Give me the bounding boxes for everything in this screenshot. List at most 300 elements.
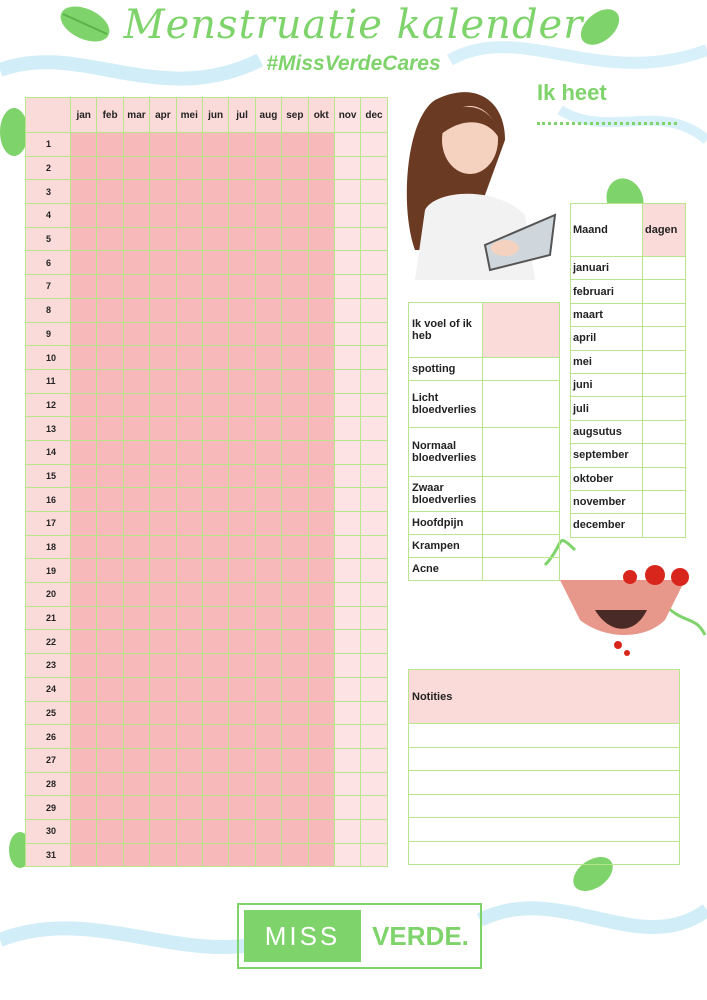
calendar-day-cell[interactable]: [361, 725, 387, 749]
month-days-entry[interactable]: [643, 514, 686, 537]
calendar-day-cell[interactable]: [176, 796, 202, 820]
calendar-day-cell[interactable]: [150, 606, 176, 630]
calendar-day-cell[interactable]: [282, 772, 308, 796]
calendar-day-cell[interactable]: [71, 488, 97, 512]
calendar-day-cell[interactable]: [123, 204, 149, 228]
calendar-day-cell[interactable]: [150, 156, 176, 180]
symptom-entry[interactable]: [483, 358, 560, 381]
calendar-day-cell[interactable]: [282, 204, 308, 228]
calendar-day-cell[interactable]: [176, 156, 202, 180]
calendar-day-cell[interactable]: [202, 512, 228, 536]
calendar-day-cell[interactable]: [176, 630, 202, 654]
month-days-entry[interactable]: [643, 280, 686, 303]
calendar-day-cell[interactable]: [334, 559, 360, 583]
calendar-day-cell[interactable]: [97, 393, 123, 417]
calendar-day-cell[interactable]: [308, 630, 334, 654]
calendar-day-cell[interactable]: [282, 346, 308, 370]
calendar-day-cell[interactable]: [123, 583, 149, 607]
calendar-day-cell[interactable]: [334, 227, 360, 251]
calendar-day-cell[interactable]: [229, 346, 255, 370]
calendar-day-cell[interactable]: [334, 748, 360, 772]
calendar-day-cell[interactable]: [123, 630, 149, 654]
calendar-day-cell[interactable]: [334, 843, 360, 867]
calendar-day-cell[interactable]: [282, 440, 308, 464]
notes-line-cell[interactable]: [409, 724, 680, 748]
calendar-day-cell[interactable]: [97, 748, 123, 772]
calendar-day-cell[interactable]: [229, 227, 255, 251]
calendar-day-cell[interactable]: [361, 654, 387, 678]
calendar-day-cell[interactable]: [308, 748, 334, 772]
calendar-day-cell[interactable]: [308, 322, 334, 346]
calendar-day-cell[interactable]: [334, 677, 360, 701]
calendar-day-cell[interactable]: [202, 701, 228, 725]
calendar-day-cell[interactable]: [334, 725, 360, 749]
calendar-day-cell[interactable]: [282, 583, 308, 607]
calendar-day-cell[interactable]: [229, 748, 255, 772]
calendar-day-cell[interactable]: [255, 393, 281, 417]
notes-line[interactable]: [409, 818, 680, 842]
calendar-day-cell[interactable]: [123, 488, 149, 512]
calendar-day-cell[interactable]: [123, 156, 149, 180]
calendar-day-cell[interactable]: [71, 677, 97, 701]
calendar-day-cell[interactable]: [308, 346, 334, 370]
calendar-day-cell[interactable]: [282, 725, 308, 749]
calendar-day-cell[interactable]: [229, 654, 255, 678]
calendar-day-cell[interactable]: [97, 583, 123, 607]
calendar-day-cell[interactable]: [176, 535, 202, 559]
notes-line-cell[interactable]: [409, 771, 680, 795]
calendar-day-cell[interactable]: [282, 275, 308, 299]
month-days-entry[interactable]: [643, 327, 686, 350]
calendar-day-cell[interactable]: [308, 369, 334, 393]
calendar-day-cell[interactable]: [334, 346, 360, 370]
calendar-day-cell[interactable]: [176, 464, 202, 488]
calendar-day-cell[interactable]: [97, 701, 123, 725]
calendar-day-cell[interactable]: [150, 251, 176, 275]
calendar-day-cell[interactable]: [123, 796, 149, 820]
calendar-day-cell[interactable]: [255, 606, 281, 630]
calendar-day-cell[interactable]: [202, 654, 228, 678]
calendar-day-cell[interactable]: [255, 275, 281, 299]
calendar-day-cell[interactable]: [255, 843, 281, 867]
calendar-day-cell[interactable]: [282, 156, 308, 180]
calendar-day-cell[interactable]: [334, 133, 360, 157]
calendar-day-cell[interactable]: [71, 701, 97, 725]
calendar-day-cell[interactable]: [334, 369, 360, 393]
calendar-day-cell[interactable]: [123, 535, 149, 559]
calendar-day-cell[interactable]: [176, 772, 202, 796]
calendar-day-cell[interactable]: [123, 133, 149, 157]
calendar-day-cell[interactable]: [202, 748, 228, 772]
calendar-day-cell[interactable]: [97, 512, 123, 536]
calendar-day-cell[interactable]: [255, 819, 281, 843]
calendar-day-cell[interactable]: [97, 796, 123, 820]
calendar-day-cell[interactable]: [97, 133, 123, 157]
calendar-day-cell[interactable]: [97, 606, 123, 630]
calendar-day-cell[interactable]: [123, 322, 149, 346]
calendar-day-cell[interactable]: [282, 488, 308, 512]
calendar-day-cell[interactable]: [176, 559, 202, 583]
calendar-day-cell[interactable]: [123, 417, 149, 441]
calendar-day-cell[interactable]: [229, 417, 255, 441]
calendar-day-cell[interactable]: [176, 512, 202, 536]
calendar-day-cell[interactable]: [282, 748, 308, 772]
calendar-day-cell[interactable]: [282, 180, 308, 204]
calendar-day-cell[interactable]: [308, 204, 334, 228]
calendar-day-cell[interactable]: [308, 677, 334, 701]
calendar-day-cell[interactable]: [361, 606, 387, 630]
calendar-day-cell[interactable]: [176, 346, 202, 370]
calendar-day-cell[interactable]: [71, 393, 97, 417]
calendar-day-cell[interactable]: [361, 298, 387, 322]
calendar-day-cell[interactable]: [176, 440, 202, 464]
calendar-day-cell[interactable]: [255, 251, 281, 275]
calendar-day-cell[interactable]: [229, 796, 255, 820]
calendar-day-cell[interactable]: [97, 535, 123, 559]
calendar-day-cell[interactable]: [229, 369, 255, 393]
calendar-day-cell[interactable]: [282, 559, 308, 583]
calendar-day-cell[interactable]: [282, 630, 308, 654]
calendar-day-cell[interactable]: [361, 701, 387, 725]
calendar-day-cell[interactable]: [71, 227, 97, 251]
calendar-day-cell[interactable]: [97, 819, 123, 843]
calendar-day-cell[interactable]: [308, 772, 334, 796]
calendar-day-cell[interactable]: [123, 843, 149, 867]
calendar-day-cell[interactable]: [334, 440, 360, 464]
calendar-day-cell[interactable]: [97, 559, 123, 583]
calendar-day-cell[interactable]: [308, 819, 334, 843]
calendar-day-cell[interactable]: [255, 583, 281, 607]
calendar-day-cell[interactable]: [282, 654, 308, 678]
calendar-day-cell[interactable]: [123, 701, 149, 725]
calendar-day-cell[interactable]: [229, 440, 255, 464]
calendar-day-cell[interactable]: [229, 535, 255, 559]
calendar-day-cell[interactable]: [282, 322, 308, 346]
calendar-day-cell[interactable]: [282, 535, 308, 559]
calendar-day-cell[interactable]: [334, 464, 360, 488]
calendar-day-cell[interactable]: [229, 512, 255, 536]
calendar-day-cell[interactable]: [308, 559, 334, 583]
month-days-entry[interactable]: [643, 257, 686, 280]
calendar-day-cell[interactable]: [308, 180, 334, 204]
calendar-day-cell[interactable]: [255, 369, 281, 393]
calendar-day-cell[interactable]: [150, 488, 176, 512]
calendar-day-cell[interactable]: [334, 204, 360, 228]
calendar-day-cell[interactable]: [202, 488, 228, 512]
calendar-day-cell[interactable]: [229, 677, 255, 701]
calendar-day-cell[interactable]: [308, 275, 334, 299]
calendar-day-cell[interactable]: [361, 346, 387, 370]
calendar-day-cell[interactable]: [334, 275, 360, 299]
calendar-day-cell[interactable]: [361, 535, 387, 559]
calendar-day-cell[interactable]: [123, 251, 149, 275]
calendar-day-cell[interactable]: [150, 322, 176, 346]
calendar-day-cell[interactable]: [123, 606, 149, 630]
calendar-day-cell[interactable]: [71, 583, 97, 607]
calendar-day-cell[interactable]: [202, 464, 228, 488]
calendar-day-cell[interactable]: [202, 322, 228, 346]
calendar-day-cell[interactable]: [97, 204, 123, 228]
calendar-day-cell[interactable]: [176, 417, 202, 441]
calendar-day-cell[interactable]: [282, 393, 308, 417]
calendar-day-cell[interactable]: [123, 677, 149, 701]
calendar-day-cell[interactable]: [334, 512, 360, 536]
calendar-day-cell[interactable]: [334, 819, 360, 843]
calendar-day-cell[interactable]: [176, 275, 202, 299]
calendar-day-cell[interactable]: [308, 156, 334, 180]
calendar-day-cell[interactable]: [282, 796, 308, 820]
calendar-day-cell[interactable]: [255, 748, 281, 772]
month-days-entry[interactable]: [643, 373, 686, 396]
calendar-day-cell[interactable]: [71, 796, 97, 820]
notes-line-cell[interactable]: [409, 818, 680, 842]
calendar-day-cell[interactable]: [71, 654, 97, 678]
calendar-day-cell[interactable]: [150, 227, 176, 251]
calendar-day-cell[interactable]: [176, 298, 202, 322]
calendar-day-cell[interactable]: [308, 535, 334, 559]
calendar-day-cell[interactable]: [202, 251, 228, 275]
calendar-day-cell[interactable]: [334, 322, 360, 346]
calendar-day-cell[interactable]: [255, 488, 281, 512]
calendar-day-cell[interactable]: [176, 322, 202, 346]
calendar-day-cell[interactable]: [123, 298, 149, 322]
calendar-day-cell[interactable]: [255, 322, 281, 346]
calendar-day-cell[interactable]: [71, 606, 97, 630]
calendar-day-cell[interactable]: [308, 606, 334, 630]
calendar-day-cell[interactable]: [123, 393, 149, 417]
calendar-day-cell[interactable]: [229, 725, 255, 749]
calendar-day-cell[interactable]: [282, 369, 308, 393]
calendar-day-cell[interactable]: [202, 346, 228, 370]
calendar-day-cell[interactable]: [361, 417, 387, 441]
calendar-day-cell[interactable]: [229, 393, 255, 417]
calendar-day-cell[interactable]: [308, 796, 334, 820]
calendar-day-cell[interactable]: [176, 606, 202, 630]
calendar-day-cell[interactable]: [150, 535, 176, 559]
symptom-entry[interactable]: [483, 535, 560, 558]
calendar-day-cell[interactable]: [176, 583, 202, 607]
calendar-day-cell[interactable]: [361, 772, 387, 796]
calendar-day-cell[interactable]: [255, 227, 281, 251]
calendar-day-cell[interactable]: [97, 251, 123, 275]
calendar-day-cell[interactable]: [202, 275, 228, 299]
calendar-day-cell[interactable]: [361, 630, 387, 654]
calendar-day-cell[interactable]: [176, 251, 202, 275]
calendar-day-cell[interactable]: [71, 748, 97, 772]
calendar-day-cell[interactable]: [361, 180, 387, 204]
calendar-day-cell[interactable]: [202, 606, 228, 630]
calendar-day-cell[interactable]: [97, 227, 123, 251]
calendar-day-cell[interactable]: [123, 346, 149, 370]
calendar-day-cell[interactable]: [361, 677, 387, 701]
calendar-day-cell[interactable]: [71, 440, 97, 464]
calendar-day-cell[interactable]: [361, 464, 387, 488]
calendar-day-cell[interactable]: [308, 417, 334, 441]
calendar-day-cell[interactable]: [308, 654, 334, 678]
calendar-day-cell[interactable]: [255, 535, 281, 559]
calendar-day-cell[interactable]: [150, 819, 176, 843]
calendar-day-cell[interactable]: [282, 464, 308, 488]
calendar-day-cell[interactable]: [361, 843, 387, 867]
calendar-day-cell[interactable]: [97, 369, 123, 393]
calendar-day-cell[interactable]: [361, 393, 387, 417]
calendar-day-cell[interactable]: [361, 796, 387, 820]
calendar-day-cell[interactable]: [361, 583, 387, 607]
symptom-entry[interactable]: [483, 428, 560, 477]
notes-line[interactable]: [409, 771, 680, 795]
calendar-day-cell[interactable]: [334, 298, 360, 322]
calendar-day-cell[interactable]: [97, 772, 123, 796]
calendar-day-cell[interactable]: [282, 843, 308, 867]
calendar-day-cell[interactable]: [71, 725, 97, 749]
calendar-day-cell[interactable]: [97, 488, 123, 512]
notes-line-cell[interactable]: [409, 841, 680, 865]
calendar-day-cell[interactable]: [123, 725, 149, 749]
calendar-day-cell[interactable]: [308, 133, 334, 157]
calendar-day-cell[interactable]: [255, 346, 281, 370]
calendar-day-cell[interactable]: [97, 440, 123, 464]
calendar-day-cell[interactable]: [176, 393, 202, 417]
calendar-day-cell[interactable]: [97, 346, 123, 370]
calendar-day-cell[interactable]: [150, 772, 176, 796]
calendar-day-cell[interactable]: [202, 369, 228, 393]
calendar-day-cell[interactable]: [123, 559, 149, 583]
calendar-day-cell[interactable]: [176, 227, 202, 251]
calendar-day-cell[interactable]: [229, 251, 255, 275]
calendar-day-cell[interactable]: [97, 725, 123, 749]
calendar-day-cell[interactable]: [202, 843, 228, 867]
calendar-day-cell[interactable]: [97, 298, 123, 322]
calendar-day-cell[interactable]: [97, 180, 123, 204]
calendar-day-cell[interactable]: [71, 630, 97, 654]
calendar-day-cell[interactable]: [255, 440, 281, 464]
symptom-entry[interactable]: [483, 558, 560, 581]
calendar-day-cell[interactable]: [176, 843, 202, 867]
calendar-day-cell[interactable]: [176, 369, 202, 393]
calendar-day-cell[interactable]: [361, 156, 387, 180]
month-days-entry[interactable]: [643, 444, 686, 467]
symptom-entry[interactable]: [483, 381, 560, 428]
symptom-entry[interactable]: [483, 512, 560, 535]
calendar-day-cell[interactable]: [71, 535, 97, 559]
calendar-day-cell[interactable]: [255, 654, 281, 678]
calendar-day-cell[interactable]: [229, 298, 255, 322]
calendar-day-cell[interactable]: [176, 133, 202, 157]
calendar-day-cell[interactable]: [229, 630, 255, 654]
calendar-day-cell[interactable]: [229, 583, 255, 607]
calendar-day-cell[interactable]: [123, 748, 149, 772]
calendar-day-cell[interactable]: [229, 204, 255, 228]
calendar-day-cell[interactable]: [334, 156, 360, 180]
calendar-day-cell[interactable]: [150, 346, 176, 370]
calendar-day-cell[interactable]: [150, 275, 176, 299]
calendar-day-cell[interactable]: [71, 180, 97, 204]
calendar-day-cell[interactable]: [361, 559, 387, 583]
calendar-day-cell[interactable]: [282, 819, 308, 843]
calendar-day-cell[interactable]: [123, 369, 149, 393]
calendar-day-cell[interactable]: [123, 180, 149, 204]
calendar-day-cell[interactable]: [97, 677, 123, 701]
calendar-day-cell[interactable]: [255, 725, 281, 749]
calendar-day-cell[interactable]: [71, 275, 97, 299]
calendar-day-cell[interactable]: [255, 772, 281, 796]
calendar-day-cell[interactable]: [361, 133, 387, 157]
calendar-day-cell[interactable]: [71, 559, 97, 583]
calendar-day-cell[interactable]: [97, 843, 123, 867]
calendar-day-cell[interactable]: [71, 251, 97, 275]
calendar-day-cell[interactable]: [150, 630, 176, 654]
notes-line-cell[interactable]: [409, 747, 680, 771]
calendar-day-cell[interactable]: [176, 748, 202, 772]
calendar-day-cell[interactable]: [334, 251, 360, 275]
calendar-day-cell[interactable]: [71, 133, 97, 157]
calendar-day-cell[interactable]: [97, 654, 123, 678]
calendar-day-cell[interactable]: [255, 417, 281, 441]
calendar-day-cell[interactable]: [71, 204, 97, 228]
calendar-day-cell[interactable]: [308, 251, 334, 275]
calendar-day-cell[interactable]: [123, 654, 149, 678]
calendar-day-cell[interactable]: [150, 133, 176, 157]
calendar-day-cell[interactable]: [150, 369, 176, 393]
calendar-day-cell[interactable]: [361, 275, 387, 299]
calendar-day-cell[interactable]: [255, 464, 281, 488]
calendar-day-cell[interactable]: [97, 630, 123, 654]
calendar-day-cell[interactable]: [334, 393, 360, 417]
notes-line[interactable]: [409, 841, 680, 865]
calendar-day-cell[interactable]: [150, 180, 176, 204]
calendar-day-cell[interactable]: [176, 204, 202, 228]
calendar-day-cell[interactable]: [229, 133, 255, 157]
notes-line-cell[interactable]: [409, 794, 680, 818]
calendar-day-cell[interactable]: [229, 559, 255, 583]
month-days-entry[interactable]: [643, 420, 686, 443]
month-days-entry[interactable]: [643, 490, 686, 513]
calendar-day-cell[interactable]: [150, 559, 176, 583]
calendar-day-cell[interactable]: [176, 725, 202, 749]
calendar-day-cell[interactable]: [282, 606, 308, 630]
calendar-day-cell[interactable]: [282, 677, 308, 701]
calendar-day-cell[interactable]: [361, 748, 387, 772]
calendar-day-cell[interactable]: [150, 796, 176, 820]
calendar-day-cell[interactable]: [255, 630, 281, 654]
calendar-day-cell[interactable]: [150, 725, 176, 749]
calendar-day-cell[interactable]: [150, 464, 176, 488]
calendar-day-cell[interactable]: [123, 275, 149, 299]
calendar-day-cell[interactable]: [150, 843, 176, 867]
calendar-day-cell[interactable]: [71, 298, 97, 322]
calendar-day-cell[interactable]: [97, 322, 123, 346]
calendar-day-cell[interactable]: [255, 677, 281, 701]
calendar-day-cell[interactable]: [71, 322, 97, 346]
calendar-day-cell[interactable]: [255, 156, 281, 180]
symptom-entry[interactable]: [483, 477, 560, 512]
calendar-day-cell[interactable]: [229, 156, 255, 180]
calendar-day-cell[interactable]: [71, 843, 97, 867]
calendar-day-cell[interactable]: [202, 583, 228, 607]
calendar-day-cell[interactable]: [334, 488, 360, 512]
calendar-day-cell[interactable]: [202, 156, 228, 180]
calendar-day-cell[interactable]: [308, 393, 334, 417]
calendar-day-cell[interactable]: [176, 677, 202, 701]
calendar-day-cell[interactable]: [202, 772, 228, 796]
calendar-day-cell[interactable]: [361, 440, 387, 464]
calendar-day-cell[interactable]: [255, 701, 281, 725]
calendar-day-cell[interactable]: [255, 559, 281, 583]
calendar-day-cell[interactable]: [229, 488, 255, 512]
calendar-day-cell[interactable]: [71, 417, 97, 441]
calendar-day-cell[interactable]: [123, 464, 149, 488]
month-days-entry[interactable]: [643, 303, 686, 326]
